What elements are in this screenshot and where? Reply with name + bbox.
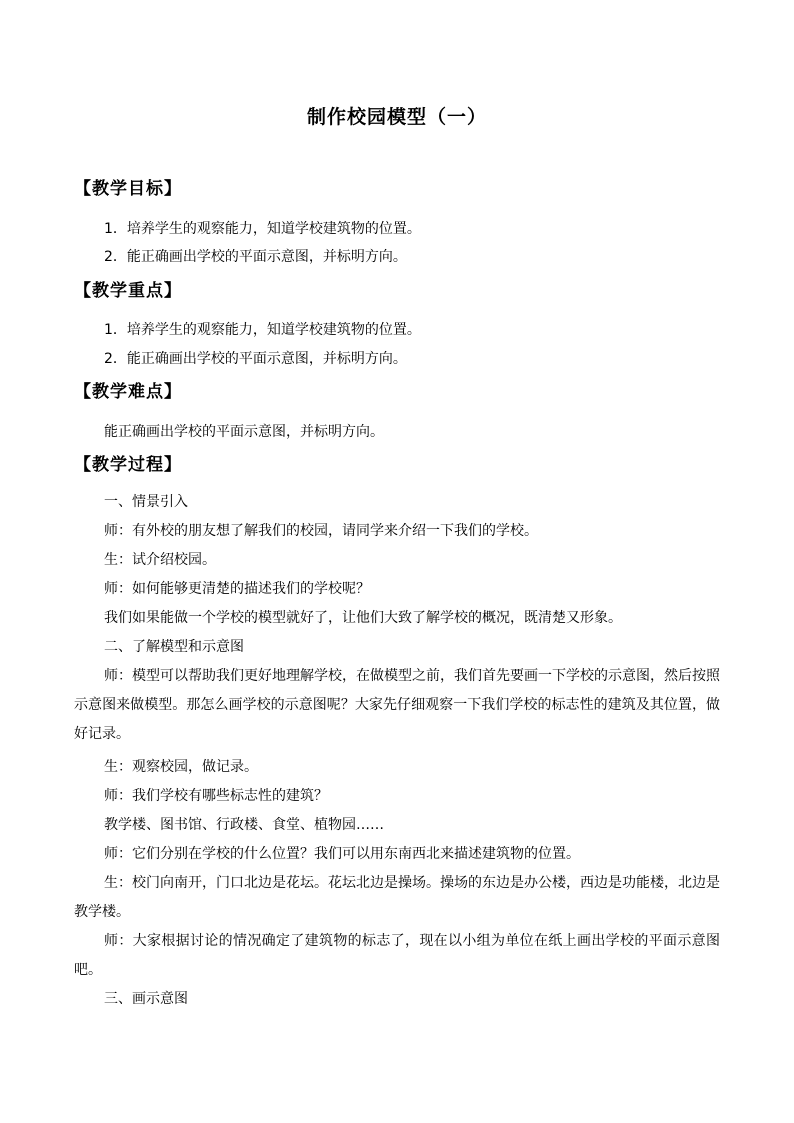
process-line-12: 生：校门向南开，门口北边是花坛。花坛北边是操场。操场的东边是办公楼，西边是功能楼，北边是教学楼。	[74, 875, 720, 920]
process-line-11: 师：它们分别在学校的什么位置？我们可以用东南西北来描述建筑物的位置。	[104, 846, 580, 862]
process-line-9: 师：我们学校有哪些标志性的建筑？	[104, 788, 328, 804]
key-point-item-1: 1．培养学生的观察能力，知道学校建筑物的位置。	[104, 322, 421, 338]
process-line-5: 我们如果能做一个学校的模型就好了，让他们大致了解学校的概况，既清楚又形象。	[104, 610, 622, 626]
goal-item-2: 2．能正确画出学校的平面示意图，并标明方向。	[104, 249, 407, 265]
process-line-3: 生：试介绍校园。	[104, 552, 216, 568]
process-line-4: 师：如何能够更清楚的描述我们的学校呢？	[104, 581, 370, 597]
heading-difficulties: 【教学难点】	[74, 382, 182, 402]
difficulty-text: 能正确画出学校的平面示意图，并标明方向。	[104, 424, 384, 440]
process-line-1: 一、情景引入	[104, 494, 188, 510]
process-line-8: 生：观察校园，做记录。	[104, 759, 258, 775]
process-line-13: 师：大家根据讨论的情况确定了建筑物的标志了，现在以小组为单位在纸上画出学校的平面示意图吧。	[74, 933, 720, 978]
heading-goals: 【教学目标】	[74, 179, 182, 199]
process-line-6: 二、了解模型和示意图	[104, 639, 244, 655]
heading-process: 【教学过程】	[74, 455, 182, 475]
process-line-10: 教学楼、图书馆、行政楼、食堂、植物园……	[104, 817, 384, 833]
key-point-item-2: 2．能正确画出学校的平面示意图，并标明方向。	[104, 351, 407, 367]
process-line-2: 师：有外校的朋友想了解我们的校园，请同学来介绍一下我们的学校。	[104, 523, 538, 539]
process-line-14: 三、画示意图	[104, 991, 188, 1007]
goal-item-1: 1．培养学生的观察能力，知道学校建筑物的位置。	[104, 221, 421, 237]
process-line-7: 师：模型可以帮助我们更好地理解学校，在做模型之前，我们首先要画一下学校的示意图，然后按照示意图来做模型。那怎么画学校的示意图呢？大家先仔细观察一下我们学校的标志性的建筑及其位置，做好记录。	[74, 668, 720, 742]
page-title: 制作校园模型（一）	[306, 106, 487, 128]
heading-key-points: 【教学重点】	[74, 281, 182, 301]
